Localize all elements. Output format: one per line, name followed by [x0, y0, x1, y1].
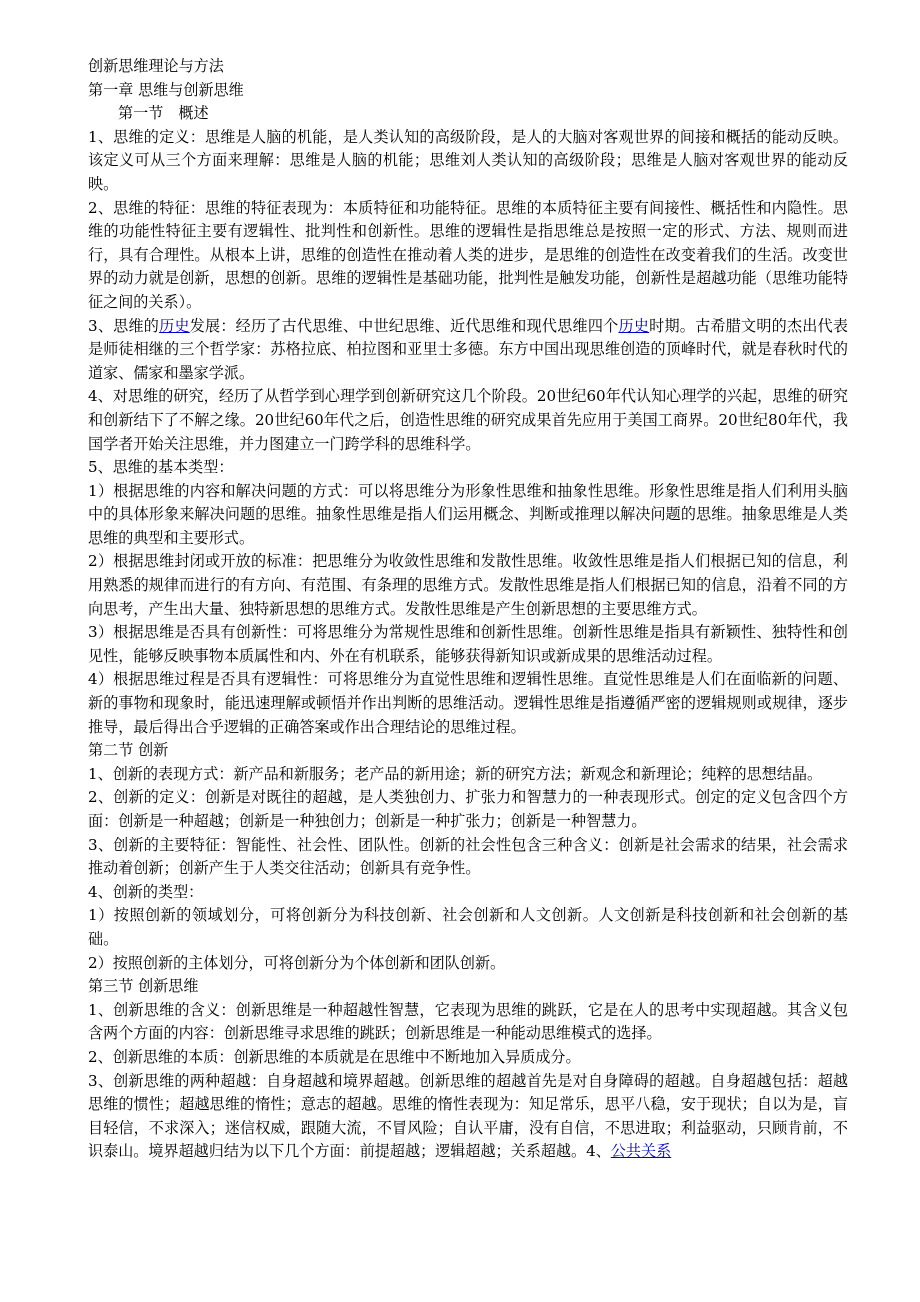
paragraph-1-2: 2、思维的特征：思维的特征表现为：本质特征和功能特征。思维的本质特征主要有间接性、概括性和内隐性。思维的功能性特征主要有逻辑性、批判性和创新性。思维的逻辑性是指思维总是按照一定的形式、方法、规则而进行，具有合理性。从根本上讲，思维的创造性在推动着人类的进步，是思维的创造性在改变着我们的生活。改变世界的动力就是创新，思想的创新。思维的逻辑性是基础功能，批判性是触发功能，创新性是超越功能（思维功能特征之间的关系）。: [88, 198, 848, 311]
paragraph-1-5-4: 4）根据思维过程是否具有逻辑性：可将思维分为直觉性思维和逻辑性思维。直觉性思维是人们在面临新的问题、新的事物和现象时，能迅速理解或顿悟并作出判断的思维活动。逻辑性思维是指遵循严密的逻辑规则或规律，逐步推导，最后得出合乎逻辑的正确答案或作出合理结论的思维过程。: [88, 670, 848, 736]
chapter-heading: 第一章 思维与创新思维: [88, 80, 244, 99]
history-link-1[interactable]: 历史: [159, 316, 190, 335]
paragraph-3-3: [88, 1070, 848, 1164]
paragraph-2-2: 2、创新的定义：创新是对既往的超越，是人类独创力、扩张力和智慧力的一种表现形式。创定的定义包含四个方面：创新是一种超越；创新是一种独创力；创新是一种扩张力；创新是一种智慧力。: [88, 788, 848, 830]
paragraph-3-1: 1、创新思维的含义：创新思维是一种超越性智慧，它表现为思维的跳跃，它是在人的思考中实现超越。其含义包含两个方面的内容：创新思维寻求思维的跳跃；创新思维是一种能动思维模式的选择。: [88, 1000, 848, 1043]
paragraph-2-4: 4、创新的类型：: [88, 882, 204, 901]
paragraph-1-5-1: 1）根据思维的内容和解决问题的方式：可以将思维分为形象性思维和抽象性思维。形象性思维是指人们利用头脑中的具体形象来解决问题的思维。抽象性思维是指人们运用概念、判断或推理以解决问题的思维。抽象思维是人类思维的典型和主要形式。: [88, 481, 848, 547]
paragraph-3-2: 2、创新思维的本质：创新思维的本质就是在思维中不断地加入异质成分。: [88, 1047, 581, 1066]
paragraph-2-4-1: 1）按照创新的领域划分，可将创新分为科技创新、社会创新和人文创新。人文创新是科技创新和社会创新的基础。: [88, 906, 848, 948]
paragraph-1-3-history: [88, 315, 848, 386]
paragraph-1-5-3: 3）根据思维是否具有创新性：可将思维分为常规性思维和创新性思维。创新性思维是指具有新颖性、独特性和创见性，能够反映事物本质属性和内、外在有机联系，能够获得新知识或新成果的思维活动过程。: [88, 623, 848, 665]
paragraph-1-4: 4、对思维的研究，经历了从哲学到心理学到创新研究这几个阶段。20世纪60年代认知心理学的兴起，思维的研究和创新结下了不解之缘。20世纪60年代之后，创造性思维的研究成果首先应用于美国工商界。20世纪80年代，我国学者开始关注思维，并力图建立一门跨学科的思维科学。: [88, 387, 848, 453]
final-paragraph-text: 3、创新思维的两种超越：自身超越和境界超越。创新思维的超越首先是对自身障碍的超越。自身超越包括：超越思维的惯性；超越思维的惰性；意志的超越。思维的惰性表现为：知足常乐，思平八稳，安于现状；自以为是，盲目轻信，不求深入；迷信权威，跟随大流，不冒风险；自认平庸，没有自信，不思进取；利益驱动，只顾肯前，不识泰山。境界超越归结为以下几个方面：前提超越；逻辑超越；关系超越。4、: [88, 1071, 848, 1161]
paragraph-2-1: 1、创新的表现方式：新产品和新服务；老产品的新用途；新的研究方法；新观念和新理论；纯粹的思想结晶。: [88, 764, 823, 783]
section-heading-3: 第三节 创新思维: [88, 977, 199, 996]
section-heading-2: 第二节 创新: [88, 741, 169, 760]
public-relations-link[interactable]: 公共关系: [610, 1142, 672, 1161]
paragraph-2-3: 3、创新的主要特征：智能性、社会性、团队性。创新的社会性包含三种含义：创新是社会需求的结果，社会需求推动着创新；创新产生于人类交往活动；创新具有竞争性。: [88, 835, 848, 878]
history-suffix: 时期。古希腊文明的杰出代表是师徒相继的三个哲学家：苏格拉底、柏拉图和亚里士多德。东方中国出现思维创造的顶峰时代，就是春秋时代的道家、儒家和墨家学派。: [88, 316, 848, 382]
history-middle: 发展：经历了古代思维、中世纪思维、近代思维和现代思维四个: [189, 316, 619, 335]
paragraph-2-4-2: 2）按照创新的主体划分，可将创新分为个体创新和团队创新。: [88, 953, 506, 972]
document-title: 创新思维理论与方法: [88, 57, 224, 75]
document-body: [88, 55, 848, 1164]
section-heading-1: 第一节 概述: [118, 104, 209, 123]
paragraph-1-5: 5、思维的基本类型：: [88, 458, 234, 477]
history-link-2[interactable]: 历史: [618, 316, 650, 335]
history-prefix: 3、思维的: [88, 316, 160, 335]
paragraph-1-1: 1、思维的定义：思维是人脑的机能，是人类认知的高级阶段，是人的大脑对客观世界的间接和概括的能动反映。该定义可从三个方面来理解：思维是人脑的机能；思维刘人类认知的高级阶段；思维是人脑对客观世界的能动反映。: [88, 127, 848, 193]
paragraph-1-5-2: 2）根据思维封闭或开放的标准：把思维分为收敛性思维和发散性思维。收敛性思维是指人们根据已知的信息，利用熟悉的规律而进行的有方向、有范围、有条理的思维方式。发散性思维是指人们根据已知的信息，沿着不同的方向思考，产生出大量、独特新思想的思维方式。发散性思维是产生创新思想的主要思维方式。: [88, 552, 848, 618]
